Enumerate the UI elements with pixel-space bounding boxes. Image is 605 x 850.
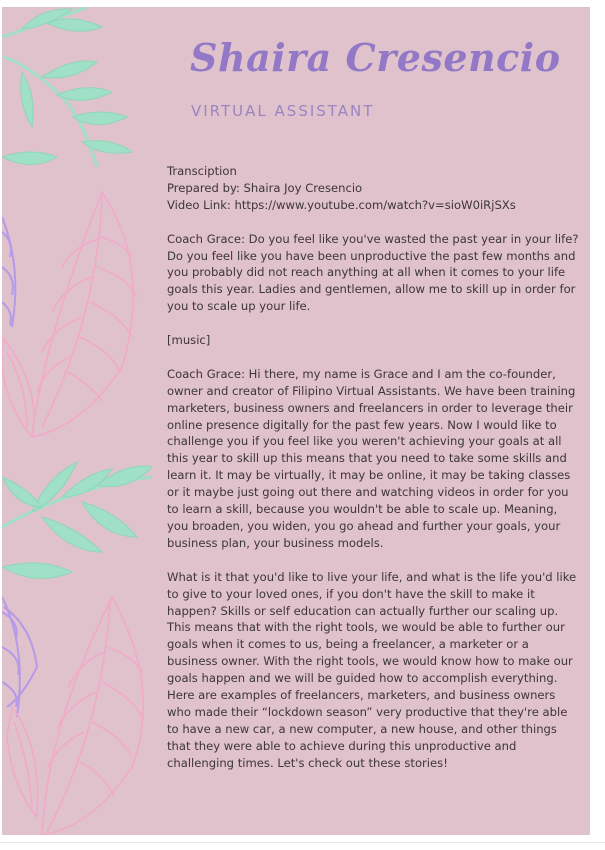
paragraph-intro: Coach Grace: Do you feel like you've wasted the past year in your life? Do you feel like you have been unproductive the past few months and you probably did not reach anything at all when it comes to your life goals this year. Ladies and gentlemen, allow me to skill up in order for you to scale up your life. (167, 231, 579, 314)
transcript-meta (167, 163, 579, 214)
page-bottom-divider (0, 842, 605, 843)
pink-leaf-top (2, 192, 137, 437)
author-name-heading: Shaira Cresencio (190, 35, 561, 80)
paragraph-skills: What is it that you'd like to live your life, and what is the life you'd like to give to your loved ones, if you don't have the skill to make it happen? Skills or self education can actually further our scaling up. This means that with the right tools, we would be able to further our goals when it comes to us, being a freelancer, a marketer or a business owner. With the right tools, we would know how to make our goals happen and we will be guided how to accomplish everything. Here are examples of freelancers, marketers, and business owners who made their “lockdown season” very productive that they're able to have a new car, a new computer, a new house, and other things that they were able to achieve during this unproductive and challenging times. Let's check out these stories! (167, 569, 577, 770)
lavender-sprig-bottom (2, 597, 37, 717)
document-page (2, 7, 590, 835)
video-link-line: Video Link: https://www.youtube.com/watch?v=sioW0iRjSXs (167, 197, 516, 212)
paragraph-music-cue: [music] (167, 333, 211, 348)
prepared-by-line: Prepared by: Shaira Joy Cresencio (167, 180, 363, 195)
paragraph-grace-intro: Coach Grace: Hi there, my name is Grace and I am the co-founder, owner and creator of Filipino Virtual Assistants. We have been training marketers, business owners and freelancers in order to leverage their online presence digitally for the past few years. Now I would like to challenge you if you feel like you weren't achieving your goals at all this year to skill up this means that you need to take some skills and learn it. It may be virtually, it may be online, it may be taking classes or it maybe just going out there and watching videos in order for you to learn a skill, because you wouldn't be able to scale up. Meaning, you broaden, you widen, you go ahead and further your goals, your business plan, your business models. (167, 366, 576, 550)
author-role-subtitle: VIRTUAL ASSISTANT (191, 102, 375, 120)
lavender-sprig-top (2, 217, 15, 327)
mint-leaf-branch-middle (2, 462, 152, 578)
floral-decoration (2, 7, 172, 835)
transcript-title: Transciption (167, 164, 237, 178)
transcript-body (167, 163, 579, 772)
mint-leaf-branch-top (2, 7, 132, 167)
